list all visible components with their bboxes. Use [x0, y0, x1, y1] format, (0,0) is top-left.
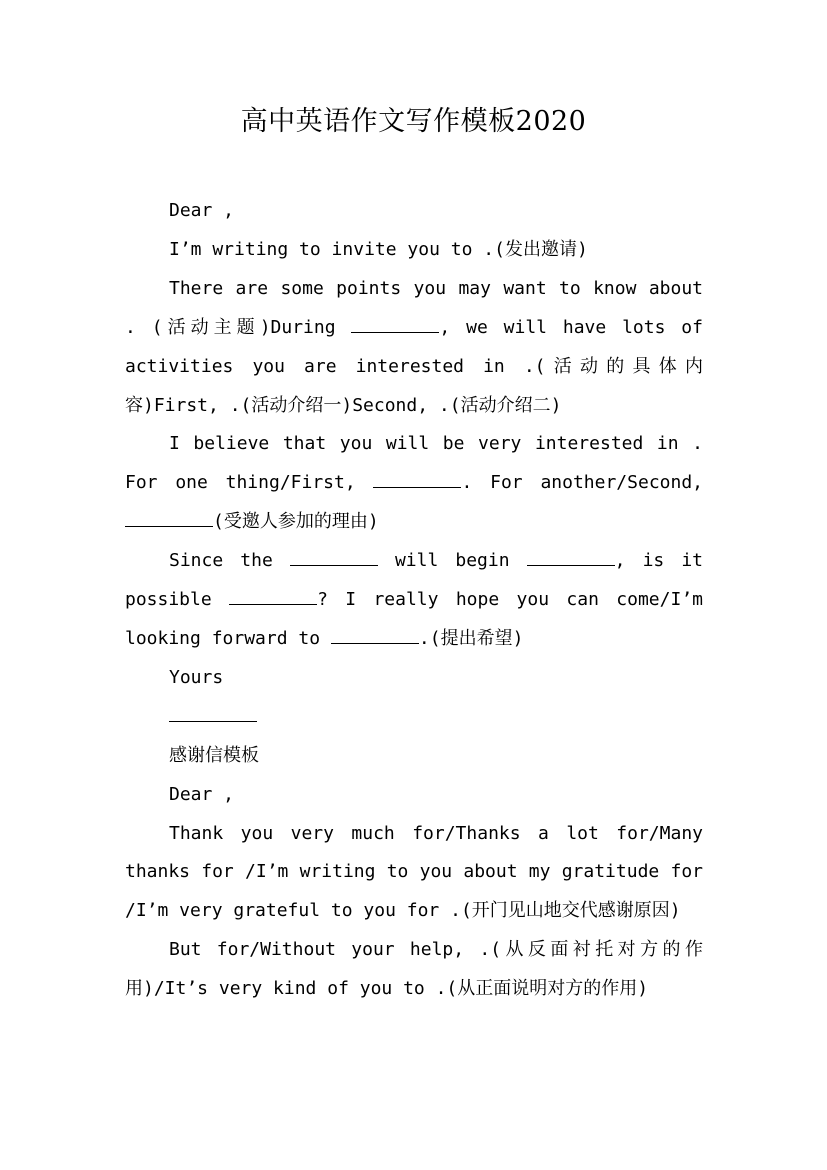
since-text-a: Since the — [169, 550, 290, 572]
blank-line — [527, 547, 615, 566]
document-body — [125, 192, 703, 1009]
believe-text-c: (受邀人参加的理由) — [213, 511, 379, 533]
believe-text-a: I believe that you will be very interested in . For one thing/First, — [125, 433, 703, 494]
blank-line — [331, 625, 419, 644]
blank-line — [290, 547, 378, 566]
since-text-c: , is it possible — [125, 550, 704, 611]
invite-sentence: I’m writing to invite you to .(发出邀请) — [169, 238, 588, 260]
thanks-template-heading: 感谢信模板 — [169, 744, 259, 766]
points-paragraph — [125, 270, 703, 426]
signature-blank — [125, 698, 703, 737]
blank-line — [351, 314, 439, 333]
since-text-d: ? I really hope you can come/I’m looking forward to — [125, 589, 703, 649]
document-title: 高中英语作文写作模板2020 — [240, 106, 587, 137]
points-text-a: There are some points you may want to know about . (活动主题)During — [125, 277, 703, 338]
blank-line — [229, 586, 317, 605]
points-text-b: , we will have lots of activities you are interested in .(活动的具体内容)First, .(活动介绍一)Second, .(活动介绍二) — [125, 316, 703, 416]
since-paragraph — [125, 542, 703, 659]
signature-line — [169, 699, 257, 722]
believe-text-b: . For another/Second, — [461, 472, 703, 494]
thank-you-paragraph: Thank you very much for/Thanks a lot for/Many thanks for /I’m writing to you about my gratitude for /I’m very grateful to you for .(开门见山地交代感谢原因) — [125, 822, 703, 922]
since-text-b: will begin — [377, 550, 527, 572]
blank-line — [373, 469, 461, 488]
since-text-e: .(提出希望) — [418, 627, 524, 649]
blank-line — [125, 508, 213, 527]
but-for-paragraph: But for/Without your help, .(从反面衬托对方的作用)/It’s very kind of you to .(从正面说明对方的作用) — [125, 939, 703, 1000]
salutation-invitation: Dear , — [169, 200, 235, 221]
closing-yours: Yours — [169, 666, 224, 688]
believe-paragraph — [125, 425, 703, 542]
salutation-thanks: Dear , — [169, 783, 235, 805]
